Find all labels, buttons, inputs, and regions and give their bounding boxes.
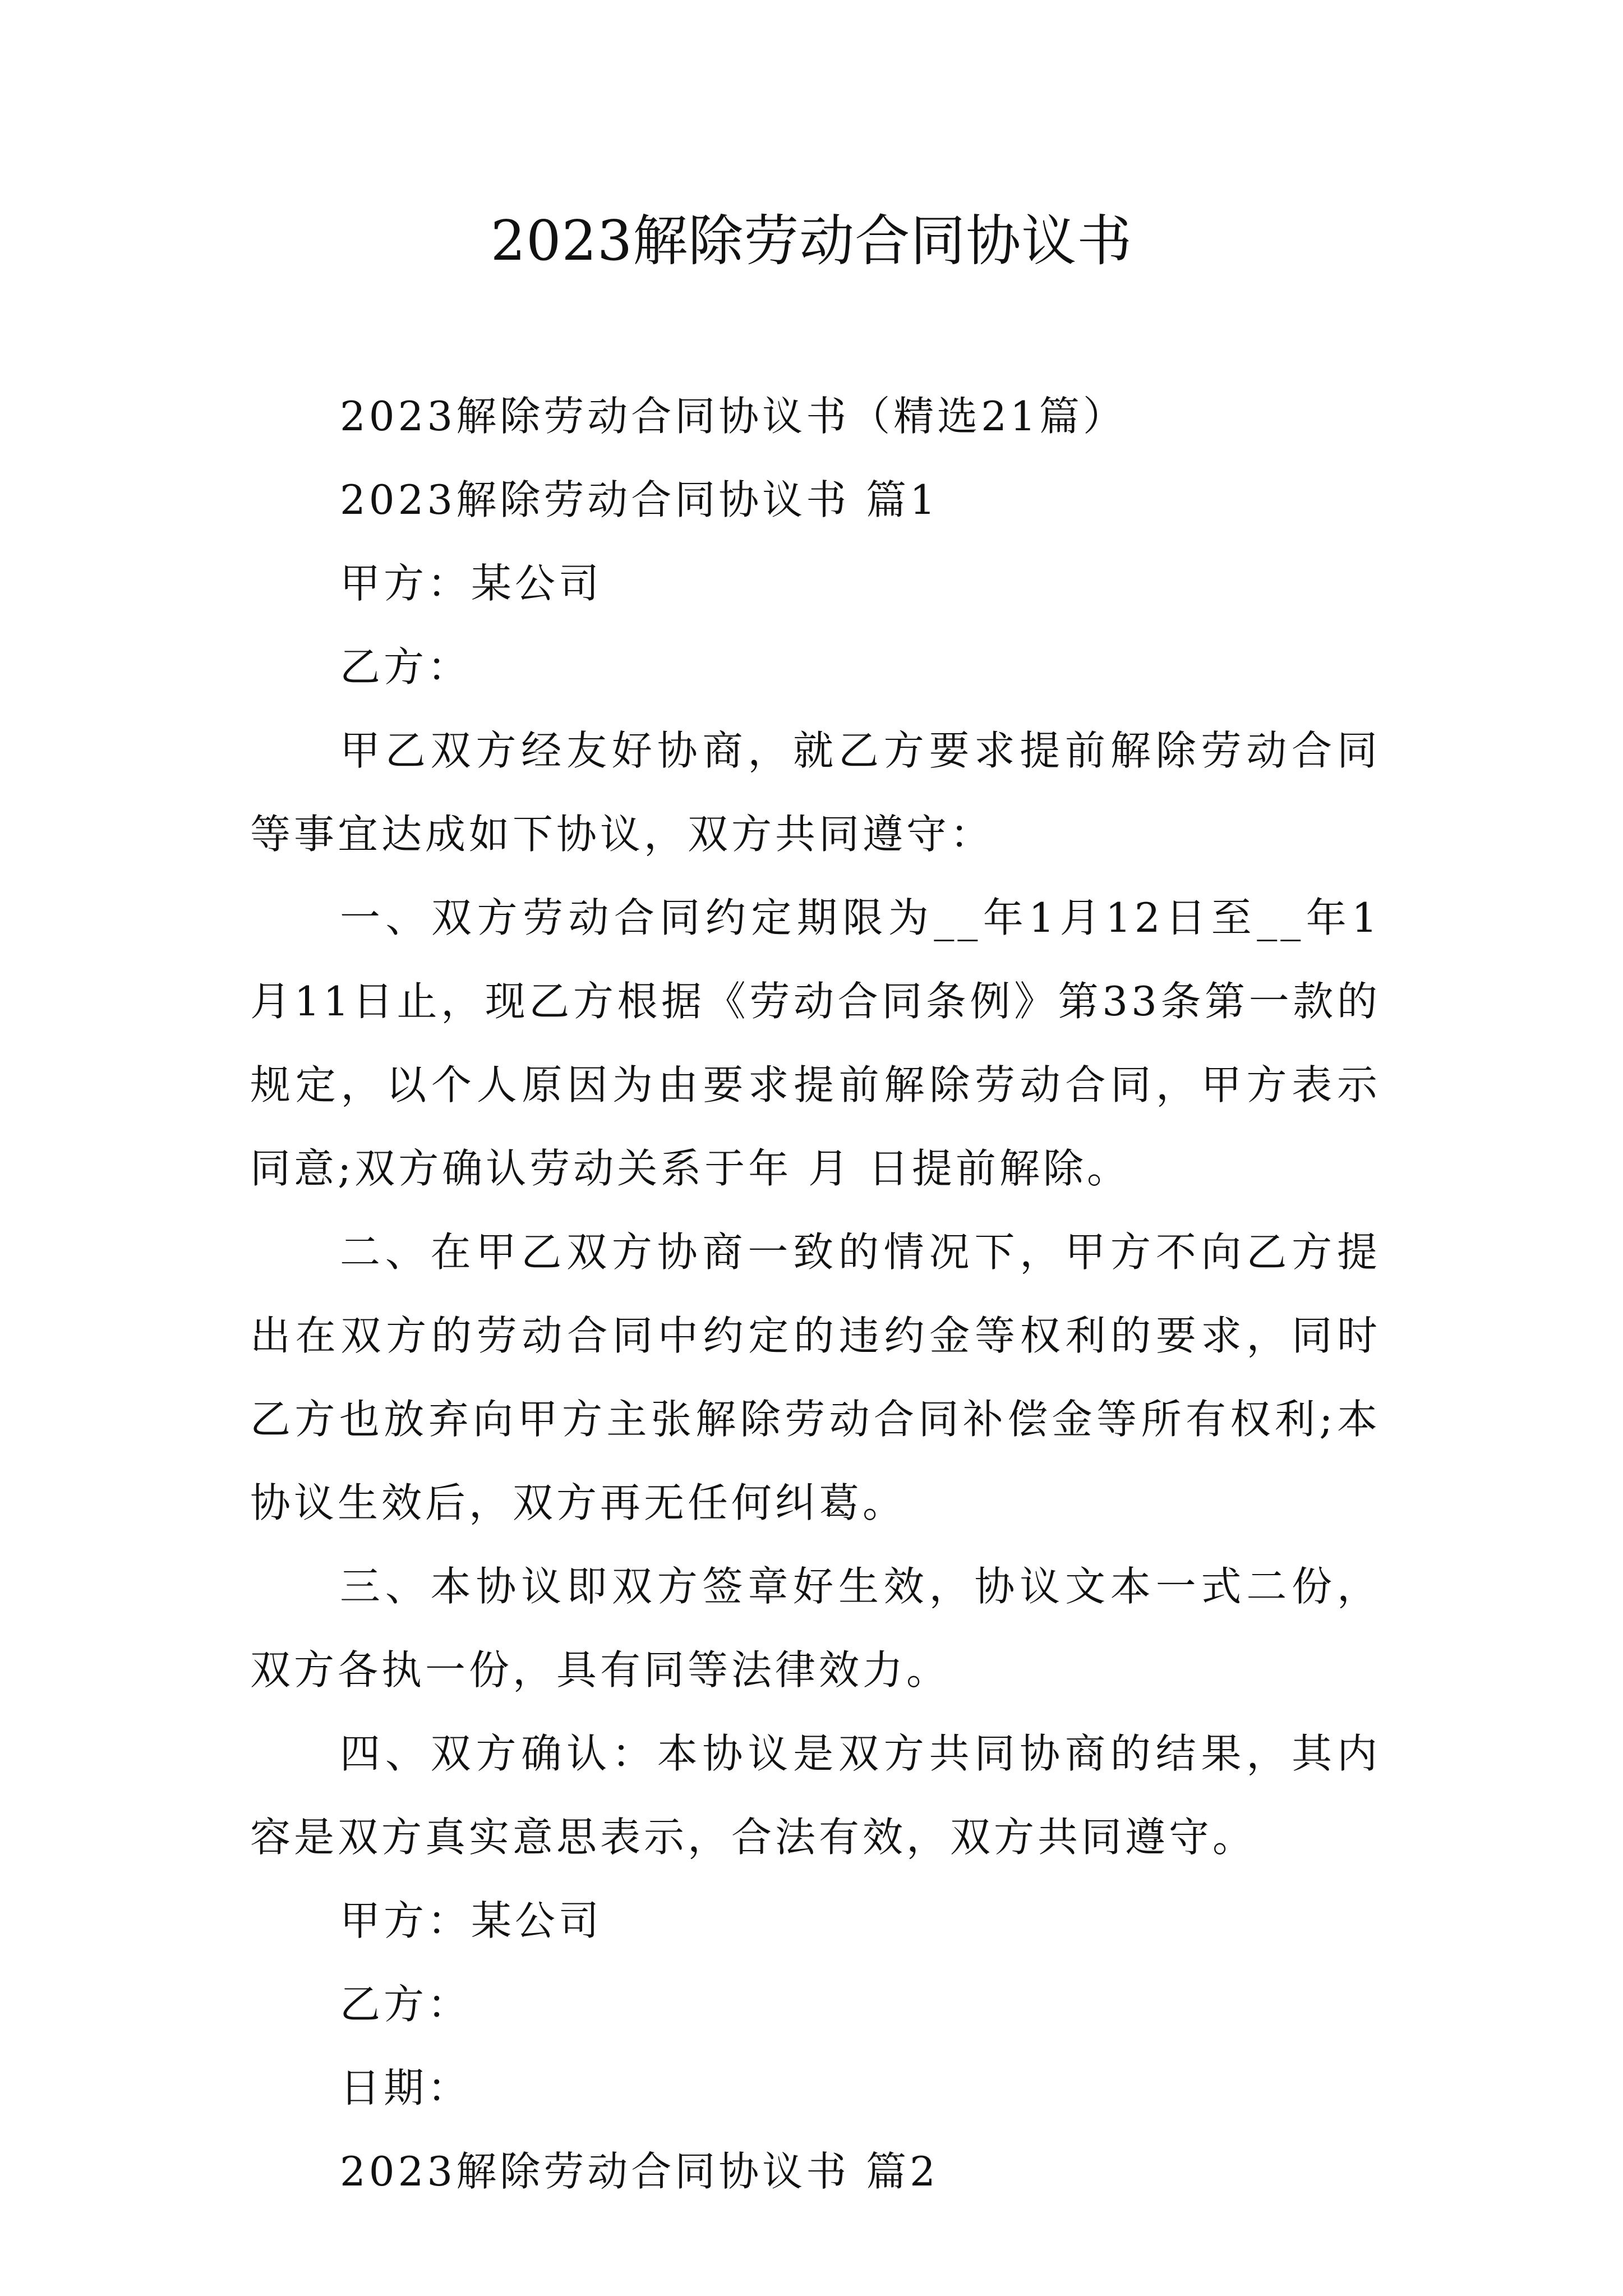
document-body bbox=[250, 375, 1381, 2214]
signature-date: 日期： bbox=[340, 2064, 472, 2111]
next-section-heading: 2023解除劳动合同协议书 篇2 bbox=[340, 2148, 939, 2195]
signature-party-b: 乙方： bbox=[340, 1981, 472, 2028]
section-heading: 2023解除劳动合同协议书 篇1 bbox=[340, 476, 939, 523]
clause-three: 三、本协议即双方签章好生效，协议文本一式二份，双方各执一份，具有同等法律效力。 bbox=[250, 1563, 1381, 1694]
collection-heading: 2023解除劳动合同协议书（精选21篇） bbox=[340, 393, 1127, 440]
party-a-line: 甲方：某公司 bbox=[340, 560, 603, 607]
party-b-line: 乙方： bbox=[340, 643, 472, 691]
document-title: 2023解除劳动合同协议书 bbox=[490, 209, 1133, 273]
clause-two: 二、在甲乙双方协商一致的情况下，甲方不向乙方提出在双方的劳动合同中约定的违约金等权利的要求，同时乙方也放弃向甲方主张解除劳动合同补偿金等所有权利;本协议生效后，双方再无任何纠葛。 bbox=[250, 1228, 1381, 1526]
signature-party-a: 甲方：某公司 bbox=[340, 1897, 603, 1944]
clause-four: 四、双方确认：本协议是双方共同协商的结果，其内容是双方真实意思表示，合法有效，双方共同遵守。 bbox=[250, 1730, 1381, 1861]
intro-paragraph: 甲乙双方经友好协商，就乙方要求提前解除劳动合同等事宜达成如下协议，双方共同遵守： bbox=[250, 727, 1381, 858]
clause-one: 一、双方劳动合同约定期限为__年1月12日至__年1月11日止，现乙方根据《劳动合同条例》第33条第一款的规定，以个人原因为由要求提前解除劳动合同，甲方表示同意;双方确认劳动关系于年 月 日提前解除。 bbox=[250, 894, 1381, 1192]
